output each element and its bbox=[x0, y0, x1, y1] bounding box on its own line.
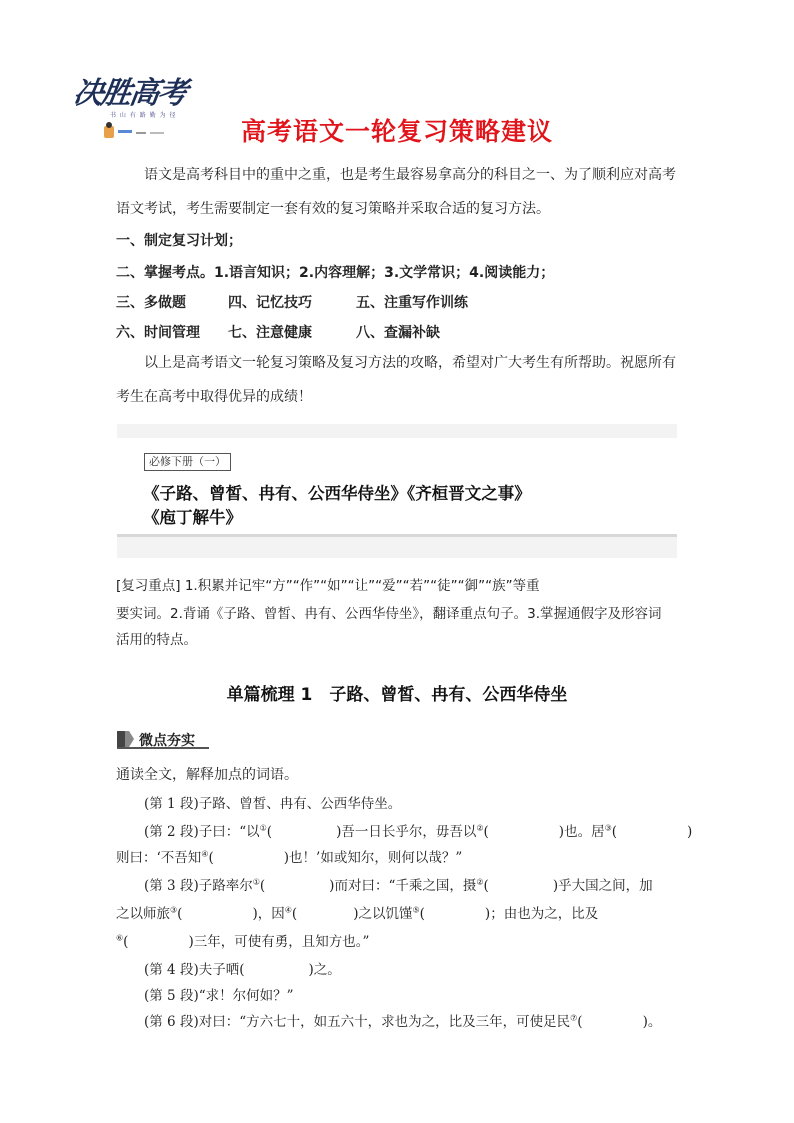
strategy-item-7: 七、注意健康 bbox=[228, 325, 312, 341]
blank-paren-open: ( bbox=[239, 962, 245, 978]
passage-text: (第 4 段)夫子哂 bbox=[144, 962, 240, 978]
passage-text: 则曰：‘不吾知 bbox=[116, 850, 202, 866]
closing-line-1: 以上是高考语文一轮复习策略及复习方法的攻略，希望对广大考生有所帮助。祝愿所有 bbox=[144, 355, 676, 371]
passage-text: 吾一日长乎尔，毋吾以 bbox=[341, 824, 477, 840]
blank-paren-close: ) bbox=[484, 906, 491, 922]
passage-3-line-3 bbox=[116, 930, 369, 950]
note-mark: ④ bbox=[201, 849, 209, 859]
intro-line-2: 语文考试，考生需要制定一套有效的复习策略并采取合适的复习方法。 bbox=[116, 201, 550, 217]
passage-2-line-2 bbox=[116, 846, 462, 866]
passage-text: (第 6 段)对曰：“方六七十，如五六十，求也为之，比及三年，可使足民 bbox=[144, 1014, 571, 1030]
page-title: 高考语文一轮复习策略建议 bbox=[240, 117, 553, 146]
blank-paren-close: ) bbox=[308, 962, 314, 978]
logo-subtitle: 书 山 有 路 勤 为 径 bbox=[110, 112, 177, 119]
note-mark: ⑥ bbox=[116, 933, 124, 943]
review-line-2: 要实词。2.背诵《子路、曾皙、冉有、公西华侍坐》，翻译重点句子。3.掌握通假字及形容词 bbox=[116, 606, 662, 622]
sub-heading-label: 微点夯实 bbox=[139, 733, 195, 749]
blank-paren-close: ) bbox=[252, 906, 258, 922]
logo-text: 决胜高考 bbox=[71, 76, 188, 111]
note-mark: ① bbox=[252, 877, 260, 887]
blank-paren-close: ) bbox=[552, 878, 559, 894]
blank-paren-open: ( bbox=[483, 878, 489, 894]
blank-paren-open: ( bbox=[266, 824, 273, 840]
blank-paren-open: ( bbox=[208, 850, 214, 866]
blank-paren-close: ) bbox=[188, 934, 194, 950]
blank-paren-open: ( bbox=[177, 906, 183, 922]
passage-text: 。 bbox=[647, 1014, 662, 1030]
passage-text: ；由也为之，比及 bbox=[490, 906, 599, 922]
passage-text: 而对曰：“千乘之国，摄 bbox=[334, 878, 477, 894]
passage-6 bbox=[144, 1010, 661, 1030]
blank-paren-open: ( bbox=[577, 1014, 583, 1030]
banner-title-line-2: 《庖丁解牛》 bbox=[143, 508, 242, 527]
note-mark: ② bbox=[476, 877, 484, 887]
passage-2-line-1 bbox=[144, 820, 692, 840]
strategy-item-4: 四、记忆技巧 bbox=[228, 295, 312, 311]
passage-text: (第 3 段)子路率尔 bbox=[144, 878, 253, 894]
strategy-item-5: 五、注重写作训练 bbox=[356, 295, 468, 311]
passage-text: (第 2 段)子曰：“以 bbox=[144, 824, 260, 840]
section-title: 单篇梳理 1 子路、曾皙、冉有、公西华侍坐 bbox=[226, 685, 568, 705]
intro-line-1: 语文是高考科目中的重中之重，也是考生最容易拿高分的科目之一、为了顺利应对高考 bbox=[144, 167, 676, 183]
blank-paren-close: ) bbox=[283, 850, 290, 866]
blank-paren-open: ( bbox=[291, 906, 298, 922]
note-mark: ③ bbox=[604, 823, 612, 833]
passage-5: (第 5 段)“求！尔何如？” bbox=[144, 988, 294, 1004]
note-mark: ③ bbox=[170, 905, 178, 915]
lesson-banner bbox=[117, 424, 677, 558]
blank-paren-close: ) bbox=[353, 906, 359, 922]
lesson-banner-card bbox=[117, 438, 677, 537]
blank-paren-open: ( bbox=[259, 878, 266, 894]
blank-paren-close: ) bbox=[687, 824, 693, 840]
blank-paren-open: ( bbox=[611, 824, 618, 840]
passage-text: 三年，可使有勇，且知方也。” bbox=[193, 934, 370, 950]
volume-tag: 必修下册（一） bbox=[144, 453, 231, 471]
passage-text: 也！’如或知尔，则何以哉？” bbox=[289, 850, 463, 866]
note-mark: ① bbox=[259, 823, 267, 833]
blank-paren-open: ( bbox=[419, 906, 425, 922]
passage-4 bbox=[144, 958, 341, 978]
passage-text: 之。 bbox=[313, 962, 341, 978]
closing-line-2: 考生在高考中取得优异的成绩！ bbox=[116, 389, 312, 405]
review-line-3: 活用的特点。 bbox=[116, 632, 197, 648]
strategy-item-1: 一、制定复习计划； bbox=[116, 233, 242, 249]
blank-paren-close: ) bbox=[336, 824, 342, 840]
instruction: 通读全文，解释加点的词语。 bbox=[116, 767, 298, 783]
passage-text: 之以师旅 bbox=[116, 906, 170, 922]
strategy-item-2: 二、掌握考点。1.语言知识；2.内容理解；3.文学常识；4.阅读能力； bbox=[116, 265, 555, 281]
passage-3-line-1 bbox=[144, 874, 653, 894]
strategy-item-8: 八、查漏补缺 bbox=[356, 325, 440, 341]
note-mark: ② bbox=[476, 823, 484, 833]
strategy-item-6: 六、时间管理 bbox=[116, 325, 200, 341]
passage-3-line-2 bbox=[116, 902, 598, 922]
sub-heading-underline bbox=[117, 747, 209, 749]
blank-paren-open: ( bbox=[123, 934, 129, 950]
note-mark: ⑦ bbox=[570, 1013, 578, 1023]
note-mark: ⑤ bbox=[412, 905, 420, 915]
blank-paren-close: ) bbox=[558, 824, 565, 840]
passage-text: 之以饥馑 bbox=[358, 906, 413, 922]
passage-1: (第 1 段)子路、曾皙、冉有、公西华侍坐。 bbox=[144, 796, 402, 812]
passage-text: 乎大国之间，加 bbox=[558, 878, 653, 894]
blank-paren-close: ) bbox=[642, 1014, 648, 1030]
note-mark: ④ bbox=[284, 905, 292, 915]
review-line-1: [复习重点] 1.积累并记牢“方”“作”“如”“让”“爱”“若”“徒”“御”“族”等重 bbox=[116, 578, 540, 594]
strategy-item-3: 三、多做题 bbox=[116, 295, 186, 311]
passage-text: 也。居 bbox=[564, 824, 605, 840]
blank-paren-open: ( bbox=[483, 824, 489, 840]
arrow-accent-icon bbox=[125, 731, 134, 747]
banner-title-line-1: 《子路、曾皙、冉有、公西华侍坐》《齐桓晋文之事》 bbox=[143, 484, 531, 503]
passage-text: ，因 bbox=[257, 906, 285, 922]
blank-paren-close: ) bbox=[329, 878, 335, 894]
